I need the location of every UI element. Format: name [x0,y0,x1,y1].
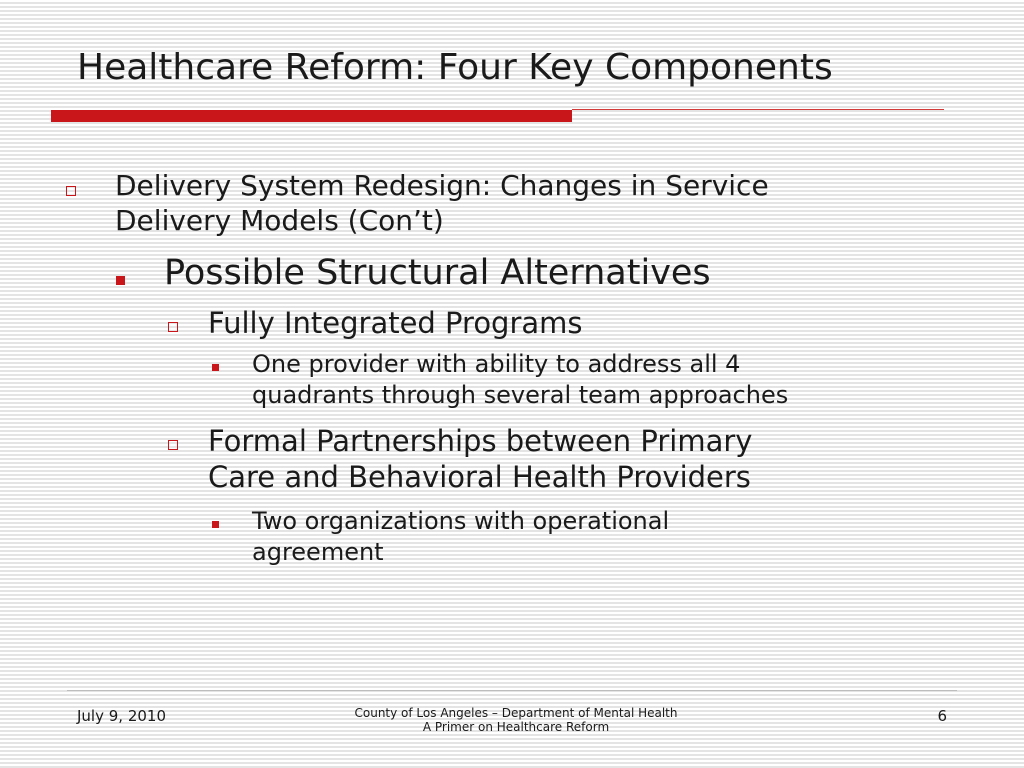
page-number: 6 [937,707,947,725]
footer-org-line: County of Los Angeles – Department of Mental Health [354,706,678,720]
bullet-text-line: One provider with ability to address all 4 [252,350,741,378]
bullet-text-line: Delivery Models (Con’t) [115,204,444,237]
bullet-text-line: Possible Structural Alternatives [164,253,711,293]
bullet-item-delivery-system-redesign [115,168,769,238]
bullet-text-line: Delivery System Redesign: Changes in Service [115,169,769,202]
hollow-square-bullet-icon [66,186,76,196]
filled-square-bullet-icon [212,364,219,371]
filled-square-bullet-icon [212,521,219,528]
bullet-item-formal-partnerships [208,423,752,495]
footer-date: July 9, 2010 [77,707,166,725]
bullet-text-line: Formal Partnerships between Primary [208,424,753,458]
bullet-text-line: agreement [252,538,384,566]
bullet-text-line: quadrants through several team approaches [252,381,789,409]
bullet-item-fully-integrated-programs [208,305,583,341]
filled-square-bullet-icon [116,276,125,285]
footer-org-line: A Primer on Healthcare Reform [422,720,610,734]
title-underline-accent [51,110,572,122]
title-underline-thin [572,109,944,110]
bullet-text-line: Two organizations with operational [252,507,670,535]
hollow-square-bullet-icon [168,322,178,332]
bullet-item-one-provider [252,349,788,411]
bullet-item-two-organizations [252,506,669,568]
bullet-text-line: Fully Integrated Programs [208,306,583,340]
bullet-item-structural-alternatives [164,252,711,294]
footer-divider [67,690,957,691]
bullet-text-line: Care and Behavioral Health Providers [208,460,751,494]
footer-organization [316,706,716,734]
hollow-square-bullet-icon [168,440,178,450]
slide-title: Healthcare Reform: Four Key Components [77,47,833,88]
